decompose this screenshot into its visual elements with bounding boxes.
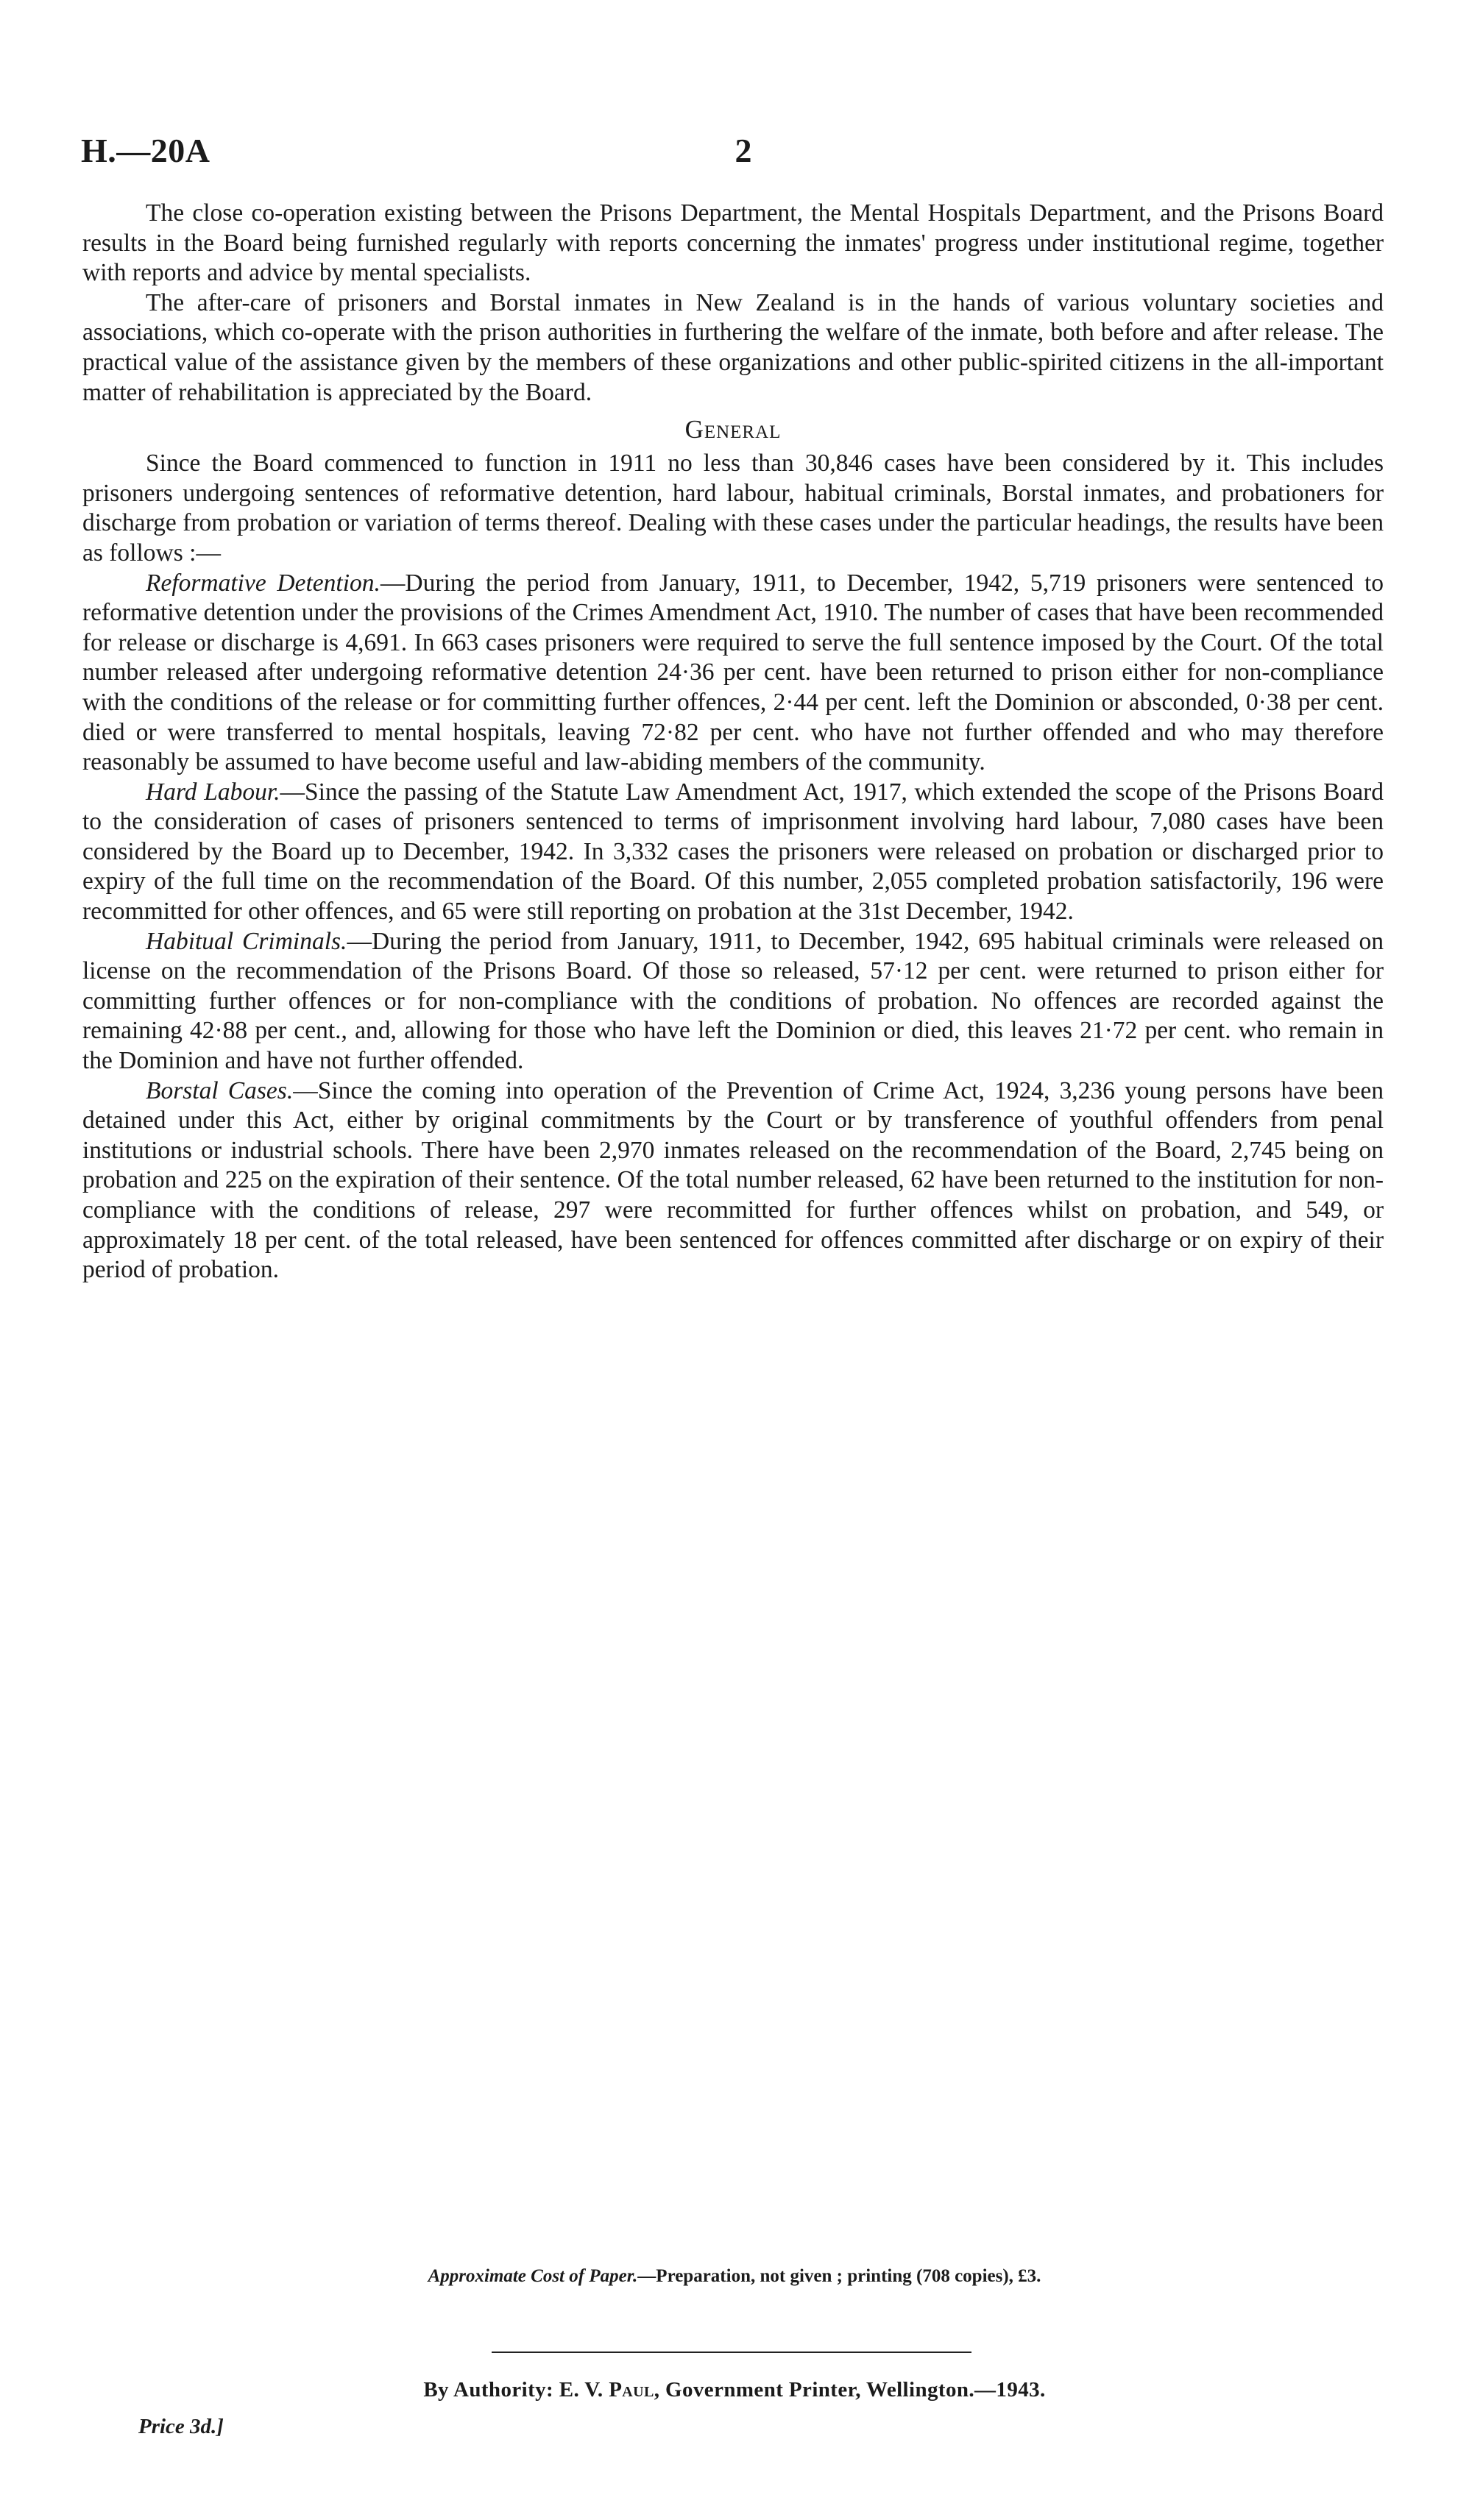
cost-label: Approximate Cost of Paper. (428, 2266, 638, 2286)
reformative-detention-text: —During the period from January, 1911, to December, 1942, 5,719 prisoners were sentenced to reformative detention under the provisions of the Crimes Amendment Act, 1910. The number of cases that have been recommended for release or discharge is 4,691. In 663 cases prisoners were required to serve the full sentence imposed by the Court. Of the total number released after undergoing reformative detention 24·36 per cent. have been returned to prison either for non-compliance with the conditions of the release or for committing further offences, 2·44 per cent. left the Dominion or absconded, 0·38 per cent. died or were transferred to mental hospitals, leaving 72·82 per cent. who have not further offended and who may therefore reasonably be assumed to have become useful and law-abiding members of the community. (82, 569, 1384, 776)
side-heading-habitual-criminals: Habitual Criminals. (146, 927, 347, 955)
general-paragraph: Since the Board commenced to function in 1911 no less than 30,846 cases have been considered by it. This includes prisoners undergoing sentences of reformative detention, hard labour, habitual criminals, Borstal inmates, and probationers for discharge from probation or variation of terms thereof. Dealing with these cases under the particular headings, the results have been as follows :— (82, 450, 1384, 567)
printer-name: Paul (609, 2378, 654, 2402)
page-header (81, 131, 1384, 175)
hard-labour-text: —Since the passing of the Statute Law Amendment Act, 1917, which extended the scope of the Prisons Board to the consideration of cases of prisoners sentenced to terms of imprisonment involving hard labour, 7,080 cases have been considered by the Board up to December, 1942. In 3,332 cases the prisoners were released on probation or discharged prior to expiry of the full time on the recommendation of the Board. Of this number, 2,055 completed probation satisfactorily, 196 were recommitted for other offences, and 65 were still reporting on probation at the 31st December, 1942. (82, 778, 1384, 926)
side-heading-borstal-cases: Borstal Cases. (146, 1076, 294, 1104)
footer-divider (492, 2352, 971, 2353)
side-heading-reformative-detention: Reformative Detention. (146, 569, 380, 597)
paragraph-hard-labour (82, 778, 1384, 927)
paragraph-borstal-cases (82, 1076, 1384, 1285)
side-heading-hard-labour: Hard Labour. (146, 778, 280, 806)
intro-paragraph-cooperation: The close co-operation existing between the Prisons Department, the Mental Hospitals Department, and the Prisons Board results in the Board being furnished regularly with reports concerning the inmates' progress under institutional regime, together with reports and advice by mental specialists. (82, 199, 1384, 287)
body-text (82, 199, 1384, 1285)
section-heading-general: General (684, 415, 782, 444)
document-reference: H.—20A (81, 132, 210, 169)
paragraph-reformative-detention (82, 569, 1384, 778)
cost-of-paper-note (0, 2266, 1469, 2287)
borstal-cases-text: —Since the coming into operation of the Prevention of Crime Act, 1924, 3,236 young persons have been detained under this Act, either by original commitments by the Court or by transference of youthful offenders from penal institutions or industrial schools. There have been 2,970 inmates released on the recommendation of the Board, 2,745 being on probation and 225 on the expiration of their sentence. Of the total number released, 62 have been returned to the institution for non-compliance with the conditions of release, 297 were recommitted for further offences whilst on probation, and 549, or approximately 18 per cent. of the total released, have been sentenced for offences committed after discharge or on expiry of their period of probation. (82, 1076, 1384, 1284)
cost-text: —Preparation, not given ; printing (708 copies), £3. (637, 2266, 1041, 2286)
price-note: Price 3d.] (138, 2415, 224, 2438)
intro-paragraph-after-care: The after-care of prisoners and Borstal inmates in New Zealand is in the hands of various voluntary societies and associations, which co-operate with the prison authorities in furthering the welfare of the inmate, both before and after release. The practical value of the assistance given by the members of these organizations and other public-spirited citizens in the all-important matter of rehabilitation is appreciated by the Board. (82, 288, 1384, 406)
page-number: 2 (734, 132, 752, 169)
authority-prefix: By Authority: E. V. (423, 2378, 609, 2402)
habitual-criminals-text: —During the period from January, 1911, to December, 1942, 695 habitual criminals were released on license on the recommendation of the Prisons Board. Of those so released, 57·12 per cent. were returned to prison either for committing further offences or for non-compliance with the conditions of probation. No offences are recorded against the remaining 42·88 per cent., and, allowing for those who have left the Dominion or died, this leaves 21·72 per cent. who remain in the Dominion and have not further offended. (82, 927, 1384, 1075)
printer-authority-line (0, 2378, 1469, 2402)
authority-suffix: , Government Printer, Wellington.—1943. (654, 2378, 1046, 2402)
paragraph-habitual-criminals (82, 927, 1384, 1076)
